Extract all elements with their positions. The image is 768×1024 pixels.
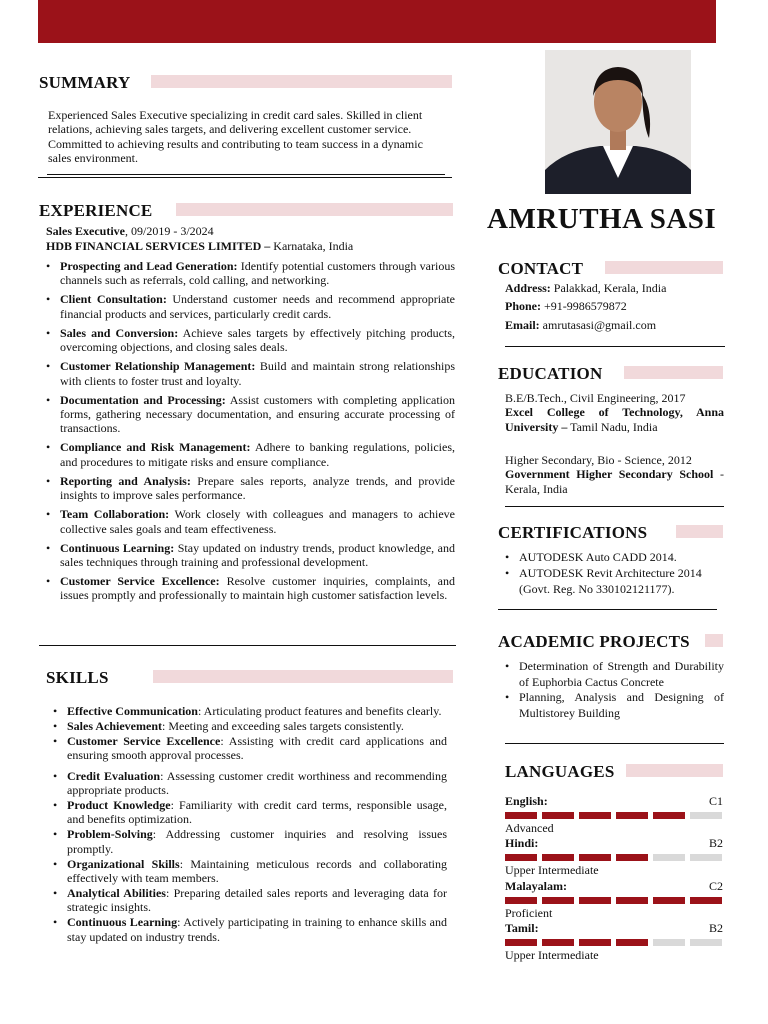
skill-item-label: Analytical Abilities — [67, 885, 166, 900]
education-entry-1 — [505, 391, 724, 434]
certifications-divider — [498, 609, 717, 610]
certification-item-text: AUTODESK Auto CADD 2014. — [519, 550, 677, 564]
person-silhouette-icon — [545, 50, 691, 194]
language-row — [505, 879, 723, 893]
contact-divider — [505, 346, 725, 347]
skill-item — [53, 719, 447, 733]
level-segment — [579, 812, 611, 819]
experience-item-label: Compliance and Risk Management: — [60, 440, 251, 455]
summary-text: Experienced Sales Executive specializing in credit card sales. Skilled in client relations, achieving sales targets, and delivering excellent customer service. Committed to achieving results and contributing to team success in a dynamic sales environment. — [48, 108, 423, 166]
skill-item-text: : Articulating product features and benefits clearly. — [197, 704, 442, 718]
skill-item-label: Product Knowledge — [67, 797, 171, 812]
certification-item — [505, 565, 720, 597]
experience-item-text: Work closely with colleagues and managers to achieve collective sales goals and team effectiveness. — [60, 507, 455, 536]
skill-item — [53, 734, 447, 763]
contact-phone — [505, 299, 627, 313]
summary-heading: SUMMARY — [39, 73, 131, 92]
languages-heading-bar — [626, 764, 723, 777]
level-segment — [505, 854, 537, 861]
skills-list — [53, 704, 447, 945]
profile-photo — [545, 50, 691, 194]
experience-item-label: Reporting and Analysis: — [60, 473, 191, 488]
skill-item-text: : Preparing detailed sales reports and leveraging data for strategic insights. — [67, 885, 448, 915]
phone-value: +91-9986579872 — [541, 299, 627, 313]
education-location: - Kerala, India — [505, 467, 724, 496]
education-heading: EDUCATION — [498, 364, 603, 383]
skill-item-text: : Actively participating in training to enhance skills and stay updated on industry trends. — [67, 915, 447, 944]
summary-divider — [47, 174, 445, 175]
level-segment — [690, 854, 722, 861]
skill-item-text: : Assisting with credit card applications and ensuring smooth approval processes. — [67, 733, 447, 763]
project-item — [505, 690, 724, 721]
address-label: Address: — [505, 281, 551, 295]
level-segment — [616, 897, 648, 904]
experience-heading: EXPERIENCE — [39, 201, 153, 220]
contact-heading: CONTACT — [498, 259, 584, 278]
level-segment — [542, 939, 574, 946]
phone-label: Phone: — [505, 299, 541, 313]
experience-item — [46, 326, 455, 355]
skill-item-label: Effective Communication — [67, 704, 198, 718]
level-segment — [690, 812, 722, 819]
level-segment — [690, 897, 722, 904]
experience-heading-bar — [176, 203, 453, 216]
language-name: English: — [505, 794, 548, 808]
experience-divider — [39, 645, 456, 646]
language-name: Tamil: — [505, 921, 539, 935]
experience-item-text: Prepare sales reports, analyze trends, and provide insights to improve sales performance. — [60, 473, 455, 503]
education-institution: Government Higher Secondary School — [505, 467, 714, 482]
level-segment — [542, 897, 574, 904]
contact-address — [505, 281, 666, 295]
education-location: Tamil Nadu, India — [567, 419, 658, 434]
education-divider — [505, 506, 724, 507]
experience-item — [46, 474, 455, 503]
skill-item — [53, 704, 447, 718]
language-code: B2 — [708, 921, 723, 935]
level-segment — [616, 939, 648, 946]
email-label: Email: — [505, 318, 540, 332]
projects-heading: ACADEMIC PROJECTS — [498, 632, 690, 651]
experience-item — [46, 541, 455, 570]
contact-heading-bar — [605, 261, 723, 274]
language-code: C2 — [708, 879, 723, 893]
skill-item — [53, 857, 447, 886]
header-band — [38, 0, 716, 43]
experience-item-label: Documentation and Processing: — [60, 392, 226, 407]
experience-item — [46, 359, 455, 388]
education-heading-bar — [624, 366, 723, 379]
language-code: C1 — [708, 794, 723, 808]
skill-item — [53, 798, 447, 827]
skill-item-label: Customer Service Excellence — [67, 733, 221, 748]
experience-item-text: Assist customers with completing application forms, gathering necessary documentation, and ensuring accurate processing of transactions. — [60, 392, 455, 436]
skills-heading-bar — [153, 670, 453, 683]
experience-item-text: Build and maintain strong relationships with clients to foster trust and loyalty. — [60, 359, 456, 388]
experience-item-text: Identify potential customers through various channels such as referrals, cold calling, and networking. — [60, 259, 455, 288]
project-item — [505, 659, 724, 690]
languages-heading: LANGUAGES — [505, 762, 615, 781]
experience-item — [46, 259, 455, 288]
level-segment — [653, 812, 685, 819]
experience-item-text: Achieve sales targets by effectively pitching products, overcoming objections, and closing sales deals. — [60, 325, 455, 355]
level-segment — [505, 897, 537, 904]
level-segment — [653, 854, 685, 861]
skill-item-label: Sales Achievement — [67, 718, 162, 733]
experience-dates: , 09/2019 - 3/2024 — [125, 224, 214, 238]
language-row — [505, 836, 723, 850]
language-level-bar — [505, 854, 723, 861]
experience-item-label: Continuous Learning: — [60, 540, 175, 555]
experience-item-text: Understand customer needs and recommend appropriate financial products and services, particularly credit cards. — [60, 292, 456, 321]
experience-item — [46, 440, 455, 469]
address-value: Palakkad, Kerala, India — [550, 281, 667, 295]
experience-item-label: Sales and Conversion: — [60, 325, 179, 340]
experience-item — [46, 574, 455, 603]
experience-item-label: Customer Service Excellence: — [60, 574, 220, 589]
language-name: Malayalam: — [505, 879, 567, 893]
experience-role: Sales Executive — [46, 224, 125, 238]
level-segment — [505, 812, 537, 819]
experience-item-text: Resolve customer inquiries, complaints, and issues promptly and professionally to maintain high customer satisfaction levels. — [60, 574, 455, 603]
experience-item-text: Adhere to banking regulations, policies, and procedures to mitigate risks and ensure compliance. — [60, 440, 455, 469]
skills-heading: SKILLS — [46, 668, 109, 687]
experience-item-label: Client Consultation: — [60, 292, 167, 307]
projects-heading-bar — [705, 634, 723, 647]
education-degree: Higher Secondary, Bio - Science, 2012 — [505, 453, 692, 467]
contact-email — [505, 318, 656, 332]
skill-item-text: : Meeting and exceeding sales targets consistently. — [162, 718, 404, 733]
level-segment — [542, 812, 574, 819]
experience-item-text: Stay updated on industry trends, product knowledge, and sales techniques through training and professional development. — [60, 540, 455, 570]
certifications-heading-bar — [676, 525, 723, 538]
language-level-text: Upper Intermediate — [505, 863, 599, 877]
level-segment — [690, 939, 722, 946]
experience-item-label: Prospecting and Lead Generation: — [60, 259, 238, 273]
skill-item-label: Continuous Learning — [67, 915, 178, 930]
level-segment — [505, 939, 537, 946]
skill-item-text: : Addressing customer inquiries and resolving issues promptly. — [67, 827, 447, 856]
skill-item-label: Credit Evaluation — [67, 768, 161, 783]
skill-item-text: : Assessing customer credit worthiness and recommending appropriate products. — [67, 768, 448, 798]
experience-location: Karnataka, India — [270, 239, 354, 253]
language-level-bar — [505, 939, 723, 946]
experience-item — [46, 507, 455, 536]
skill-item — [53, 886, 447, 915]
summary-heading-bar — [151, 75, 452, 88]
skill-item-text: : Familiarity with credit card terms, responsible usage, and benefits optimization. — [67, 797, 447, 827]
experience-company: HDB FINANCIAL SERVICES LIMITED – — [46, 239, 271, 253]
email-value: amrutasasi@gmail.com — [539, 318, 657, 332]
language-level-text: Advanced — [505, 821, 554, 835]
language-level-text: Upper Intermediate — [505, 948, 599, 962]
language-level-bar — [505, 897, 723, 904]
level-segment — [579, 854, 611, 861]
certifications-list — [505, 549, 720, 597]
level-segment — [653, 939, 685, 946]
level-segment — [542, 854, 574, 861]
project-item-text: Determination of Strength and Durability of Euphorbia Cactus Concrete — [519, 659, 724, 689]
experience-item-label: Customer Relationship Management: — [60, 359, 256, 374]
skill-item-label: Organizational Skills — [67, 856, 180, 871]
education-institution: Excel College of Technology, Anna University – — [505, 405, 724, 434]
level-segment — [579, 939, 611, 946]
project-item-text: Planning, Analysis and Designing of Multistorey Building — [519, 690, 724, 720]
skill-item — [53, 827, 447, 856]
experience-item — [46, 292, 455, 321]
level-segment — [653, 897, 685, 904]
level-segment — [616, 854, 648, 861]
language-row — [505, 794, 723, 808]
experience-list — [46, 259, 455, 607]
projects-divider — [505, 743, 724, 744]
certification-item-text: AUTODESK Revit Architecture 2014 (Govt. Reg. No 330102121177). — [519, 566, 702, 596]
certification-item — [505, 549, 720, 565]
candidate-name: AMRUTHA SASI — [487, 203, 717, 235]
skill-item — [53, 769, 447, 798]
certifications-heading: CERTIFICATIONS — [498, 523, 648, 542]
experience-item-label: Team Collaboration: — [60, 507, 170, 522]
projects-list — [505, 659, 724, 721]
experience-item — [46, 393, 455, 436]
education-entry-2 — [505, 453, 724, 496]
skill-item-label: Problem-Solving — [67, 827, 153, 842]
language-row — [505, 921, 723, 935]
language-level-text: Proficient — [505, 906, 553, 920]
level-segment — [579, 897, 611, 904]
education-degree: B.E/B.Tech., Civil Engineering, 2017 — [505, 391, 686, 405]
summary-divider-2 — [38, 177, 452, 178]
skill-item-text: : Maintaining meticulous records and collaborating effectively with team members. — [67, 856, 447, 885]
experience-company-line — [46, 239, 456, 253]
level-segment — [616, 812, 648, 819]
language-level-bar — [505, 812, 723, 819]
experience-role-line — [46, 224, 456, 238]
skill-item — [53, 915, 447, 944]
language-code: B2 — [708, 836, 723, 850]
language-name: Hindi: — [505, 836, 539, 850]
